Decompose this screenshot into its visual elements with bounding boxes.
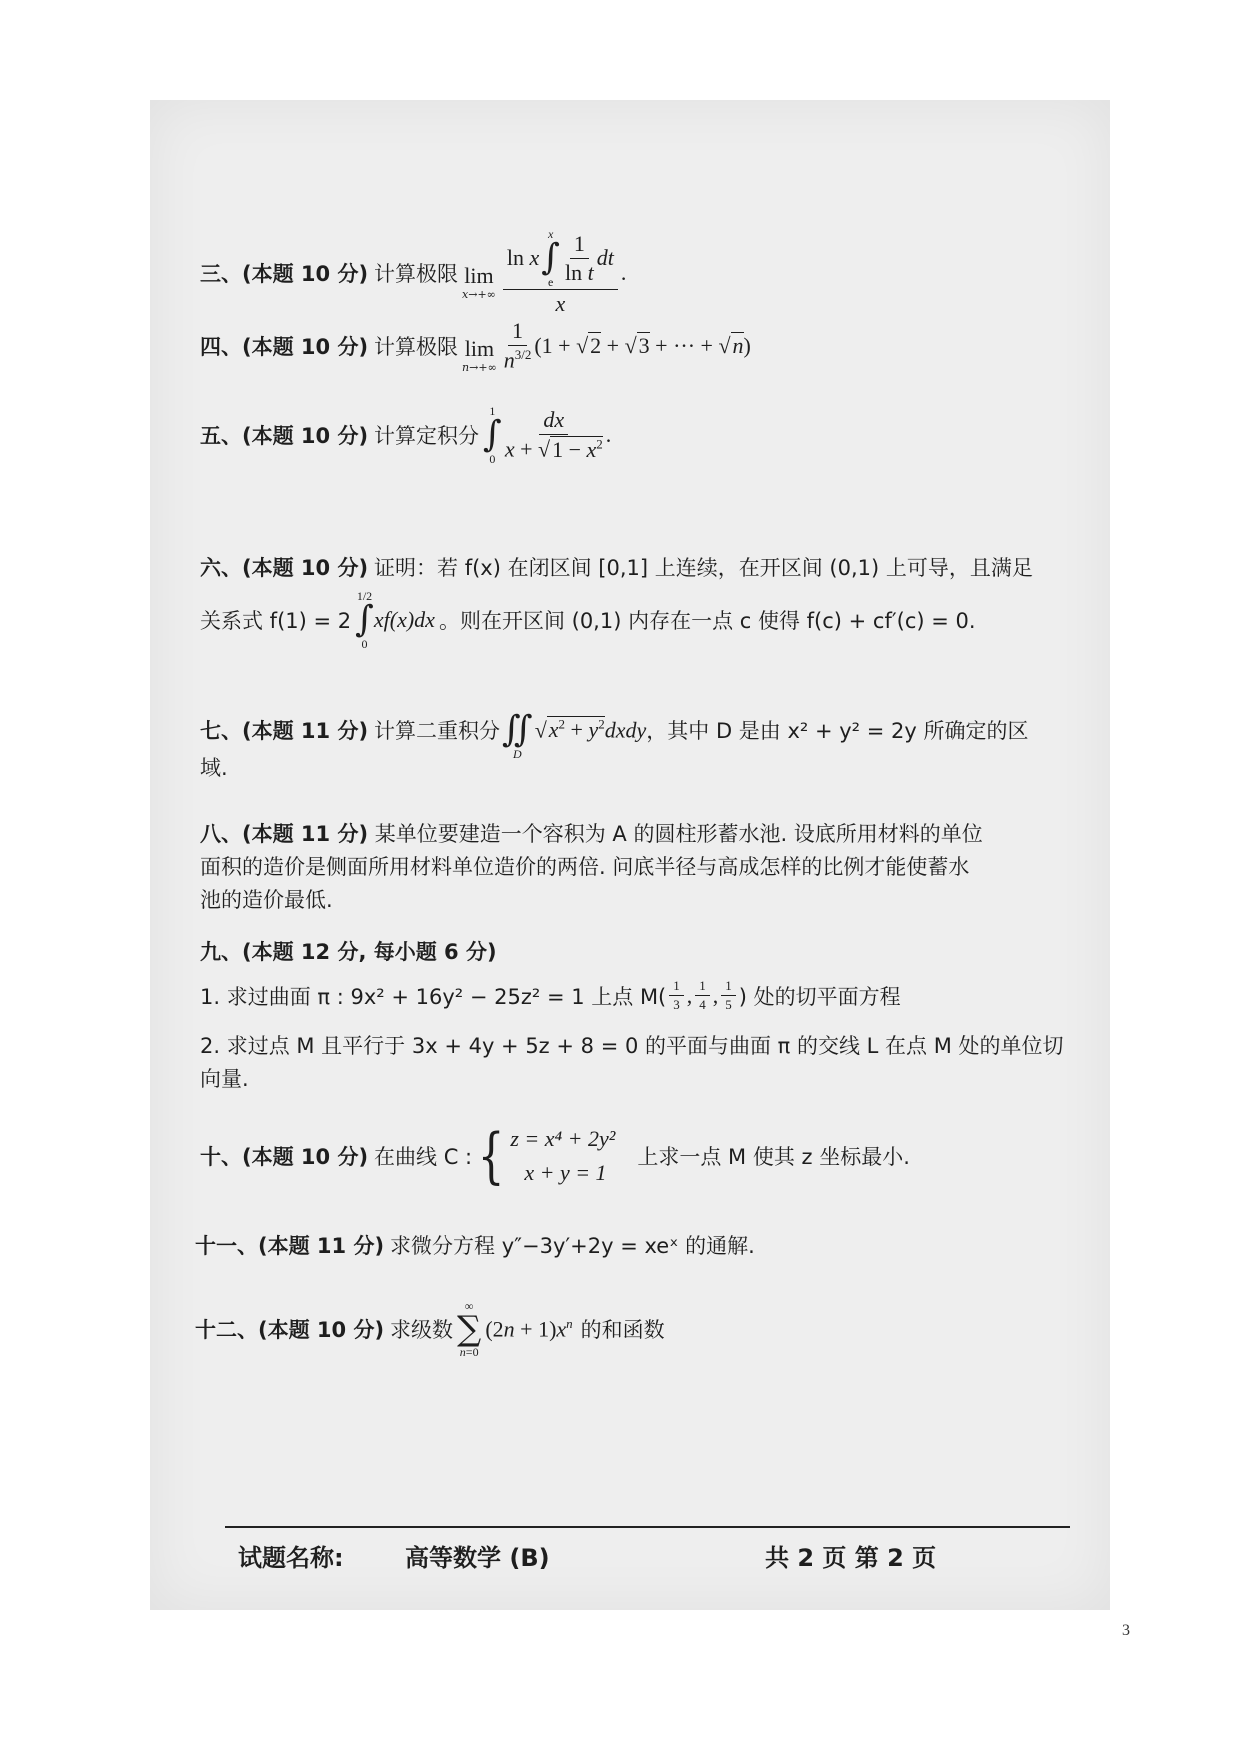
question-7-text: 计算二重积分 xyxy=(374,719,501,743)
question-4-label: 四、(本题 10 分) xyxy=(200,334,369,359)
question-3: 三、(本题 10 分) 计算极限 lim x→+∞ ln x x ∫ e $\frac{1}{\text{ln t}}$ dt x . xyxy=(200,227,627,316)
question-9-header xyxy=(200,936,497,966)
question-6-label: 六、(本题 10 分) xyxy=(200,556,369,580)
question-10-pre: 在曲线 C : xyxy=(374,1145,473,1169)
question-8-line1: 某单位要建造一个容积为 A 的圆柱形蓄水池. 设底所用材料的单位 xyxy=(374,822,983,846)
series-term: $(2n + 1)x^n$ xyxy=(485,1315,573,1342)
question-7-line2 xyxy=(200,752,228,782)
integral-0-half: 1/2 ∫ 0 xyxy=(355,589,374,651)
question-3-label: 三、(本题 10 分) xyxy=(200,261,369,286)
integral-0-1: 1 ∫ 0 xyxy=(483,404,502,466)
question-7-label: 七、(本题 11 分) xyxy=(200,719,369,743)
question-7-line1 xyxy=(200,700,1029,760)
equation-1: z = x⁴ + 2y² xyxy=(510,1126,616,1151)
question-10-post: 上求一点 M 使其 z 坐标最小. xyxy=(637,1145,910,1169)
question-4 xyxy=(200,318,751,373)
integrand-sqrt: $√x^2$ + $y^2dxdy$ xyxy=(534,716,647,743)
question-12-label: 十二、(本题 10 分) xyxy=(195,1318,385,1342)
question-8 xyxy=(200,818,983,917)
question-9-sub1-pre: 1. 求过曲面 π : 9x² + 16y² − 25z² = 1 上点 M( xyxy=(200,984,667,1009)
integrand-fraction: $\frac{dx}{x + √1 - x^2}$ xyxy=(504,407,603,462)
question-6-line1 xyxy=(200,552,1033,582)
sum-of-roots: (1 + √2 + √3 + ··· + √n) xyxy=(534,332,751,358)
equation-system xyxy=(510,1122,615,1190)
question-12 xyxy=(195,1300,665,1358)
footer-rule xyxy=(225,1526,1070,1528)
question-8-label: 八、(本题 11 分) xyxy=(200,822,369,846)
question-6-relation: 关系式 f(1) = 2 xyxy=(200,609,352,633)
question-9-sub1-post: ) 处的切平面方程 xyxy=(738,984,901,1009)
question-9-sub2-line2: 向量. xyxy=(200,1067,249,1091)
question-11 xyxy=(195,1230,755,1260)
question-4-text: 计算极限 xyxy=(374,334,459,359)
question-6-line2 xyxy=(200,590,976,650)
footer-pages: 共 2 页 第 2 页 xyxy=(765,1544,937,1572)
question-8-line3: 池的造价最低. xyxy=(200,888,333,912)
left-brace: { xyxy=(477,1121,505,1191)
question-5: 五、(本题 10 分) 计算定积分 1 ∫ 0 $\frac{dx}{x + √1 - x^2}$ . xyxy=(200,404,612,466)
frac-1-3: $\frac{1}{3}$ xyxy=(669,978,684,1013)
footer-title-label: 试题名称: xyxy=(238,1544,344,1572)
question-9-sub2-line1: 2. 求过点 M 且平行于 3x + 4y + 5z + 8 = 0 的平面与曲面 π 的交线 L 在点 M 处的单位切 xyxy=(200,1034,1064,1058)
lim-operator: lim x→+∞ xyxy=(462,263,496,301)
question-6-conclusion: 。则在开区间 (0,1) 内存在一点 c 使得 f(c) + cf′(c) = 0. xyxy=(438,609,976,633)
question-5-label: 五、(本题 10 分) xyxy=(200,424,369,448)
integrand-xf: xf(x)dx xyxy=(373,607,435,632)
question-11-text: 求微分方程 y″−3y′+2y = xeˣ 的通解. xyxy=(390,1234,755,1258)
limit-fraction: ln x x ∫ e $\frac{1}{\text{ln t}}$ dt x xyxy=(503,228,618,317)
question-7-region: ，其中 D 是由 x² + y² = 2y 所确定的区 xyxy=(646,719,1029,743)
question-12-pre: 求级数 xyxy=(390,1318,454,1342)
question-7-continuation: 域. xyxy=(200,756,228,780)
question-10 xyxy=(200,1122,910,1190)
page-number: 3 xyxy=(1122,1622,1130,1639)
question-12-post: 的和函数 xyxy=(580,1318,665,1342)
question-3-text: 计算极限 xyxy=(374,261,459,286)
question-5-text: 计算定积分 xyxy=(374,424,480,448)
summation: ∞ ∑ n=0 xyxy=(457,1299,482,1359)
equation-2: x + y = 1 xyxy=(524,1160,607,1185)
question-9-sub2 xyxy=(200,1030,1064,1096)
question-8-line2: 面积的造价是侧面所用材料单位造价的两倍. 问底半径与高成怎样的比例才能使蓄水 xyxy=(200,855,970,879)
footer-title: 高等数学 (B) xyxy=(405,1544,550,1572)
frac-1-4: $\frac{1}{4}$ xyxy=(695,978,710,1013)
question-11-label: 十一、(本题 11 分) xyxy=(195,1234,385,1258)
question-9-sub1: 1. 求过曲面 π : 9x² + 16y² − 25z² = 1 上点 M( $\frac{1}{3}$ , $\frac{1}{4}$ , $\frac{1}{5}$ ) 处的切平面方程 xyxy=(200,978,901,1012)
lim-operator: lim n→+∞ xyxy=(462,336,497,375)
frac-1-5: $\frac{1}{5}$ xyxy=(721,978,736,1013)
question-10-label: 十、(本题 10 分) xyxy=(200,1145,369,1169)
question-6-text: 证明：若 f(x) 在闭区间 [0,1] 上连续，在开区间 (0,1) 上可导，且满足 xyxy=(374,556,1033,580)
one-over-n-three-halves: $\frac{1}{n^{3/2}}$ xyxy=(503,318,532,373)
question-9-label: 九、(本题 12 分, 每小题 6 分) xyxy=(200,940,497,964)
double-integral: ∬ D xyxy=(502,709,533,761)
